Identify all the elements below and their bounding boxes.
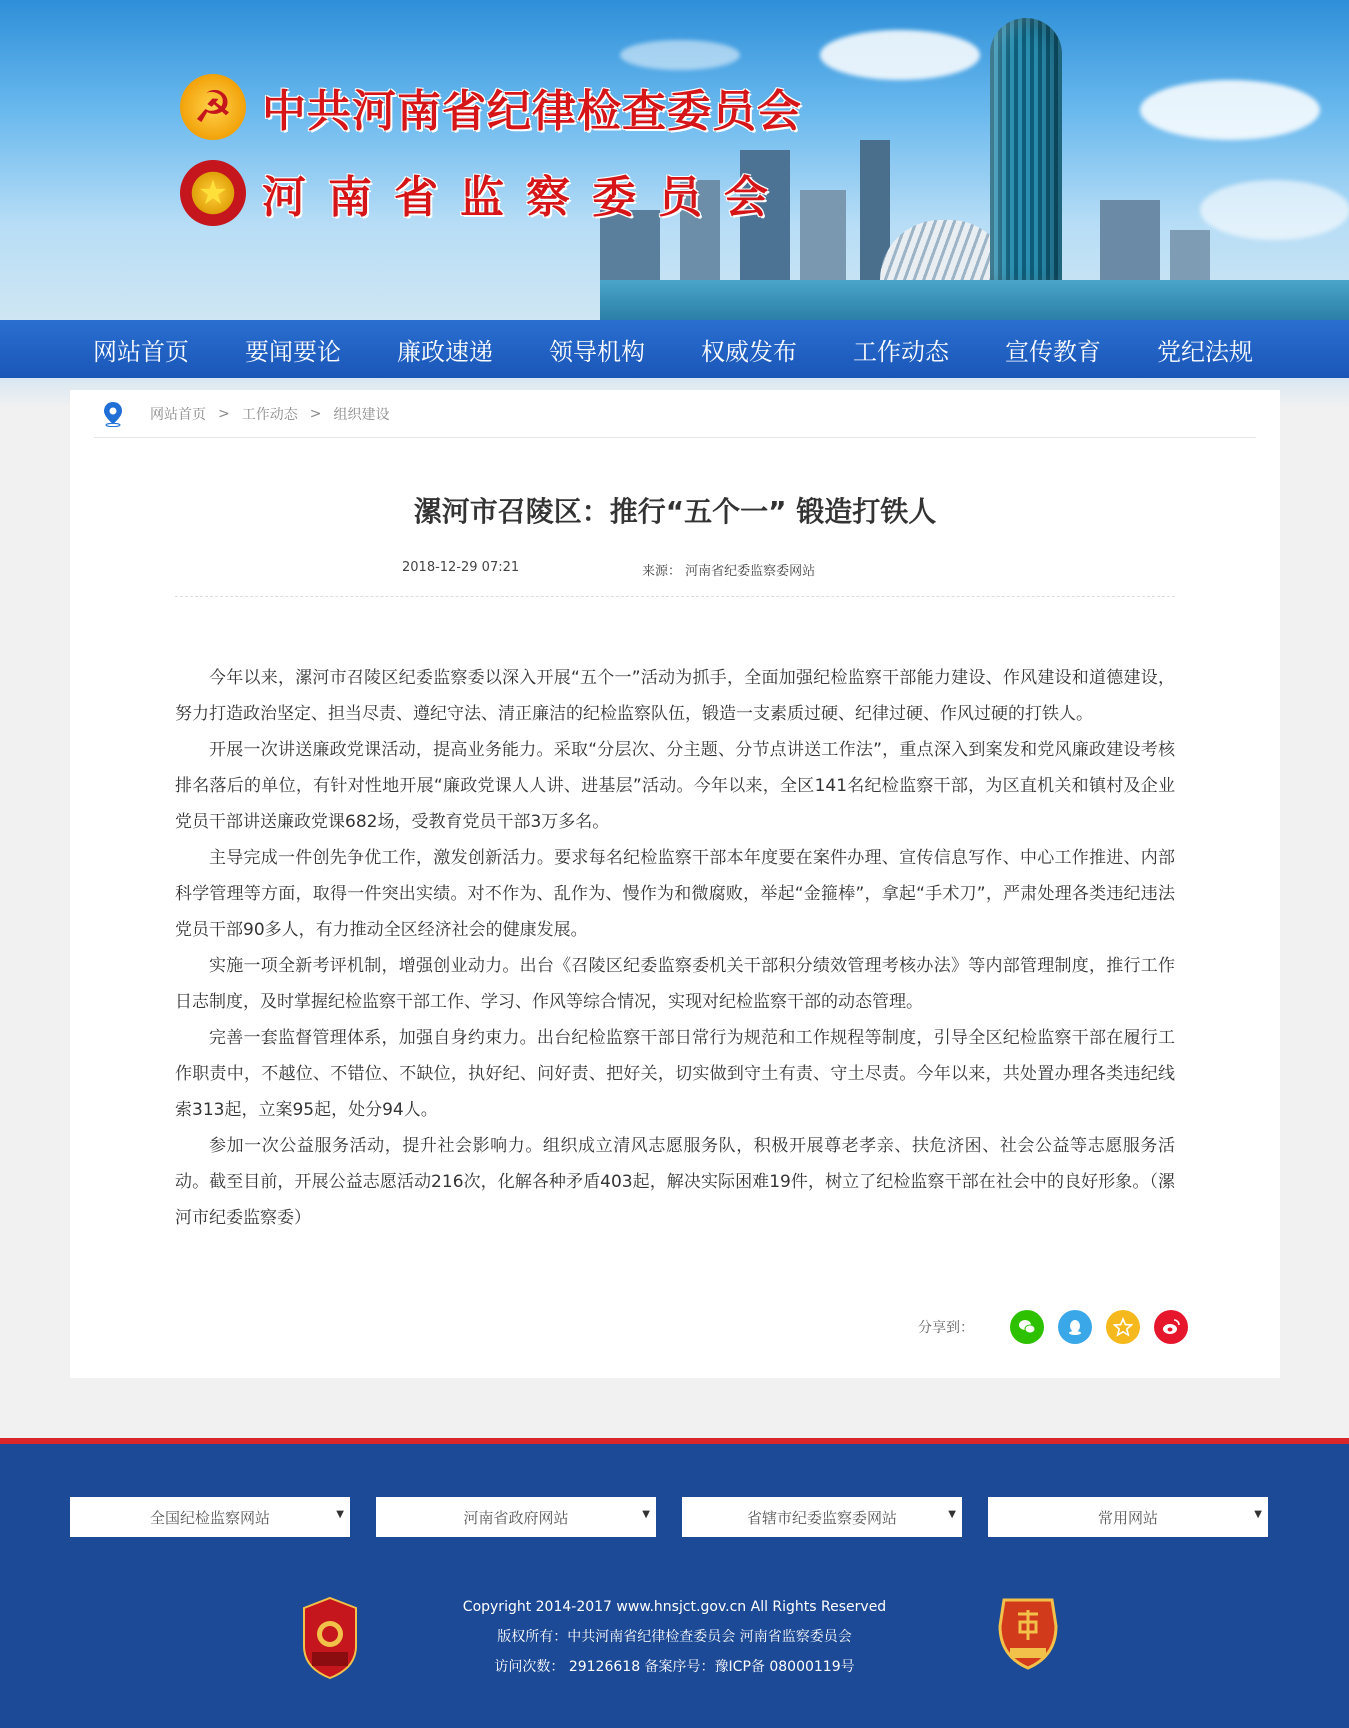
article-source: 来源： 河南省纪委监察委网站 — [642, 564, 816, 579]
site-title-line1: 中共河南省纪律检查委员会 — [262, 86, 802, 137]
dropdown-arrow-icon: ▼ — [642, 1509, 650, 1520]
share-bar — [918, 1310, 1188, 1344]
landmark-tower — [990, 18, 1062, 288]
article-body — [175, 660, 1175, 1236]
nav-education[interactable]: 宣传教育 — [1005, 337, 1101, 366]
title-row-supervision — [180, 160, 790, 226]
breadcrumb-organization[interactable]: 组织建设 — [333, 406, 390, 423]
nav-leadership[interactable]: 领导机构 — [549, 337, 645, 366]
nav-news[interactable]: 要闻要论 — [245, 337, 341, 366]
location-pin-icon — [102, 401, 124, 427]
article-paragraph: 完善一套监督管理体系，加强自身约束力。出台纪检监察干部日常行为规范和工作规程等制度，引导全区纪检监察干部在履行工作职责中，不越位、不错位、不缺位，执好纪、问好责、把好关，切实做到守土有责、守土尽责。今年以来，共处置办理各类违纪线索313起，立案95起，处分94人。 — [175, 1028, 1175, 1120]
breadcrumb — [94, 390, 1256, 438]
footer-link-selects — [70, 1497, 1294, 1537]
common-sites-select[interactable] — [988, 1497, 1268, 1537]
select-label: 全国纪检监察网站 — [149, 1508, 270, 1527]
dropdown-arrow-icon: ▼ — [336, 1509, 344, 1520]
share-label: 分享到： — [918, 1320, 974, 1336]
city-commission-select[interactable] — [682, 1497, 962, 1537]
title-divider — [175, 596, 1175, 597]
article-paragraph: 参加一次公益服务活动，提升社会影响力。组织成立清风志愿服务队，积极开展尊老孝亲、扶危济困、社会公益等志愿服务活动。截至目前，开展公益志愿活动216次，化解各种矛盾403起，解决实际困难19件，树立了纪检监察干部在社会中的良好形象。（漯河市纪委监察委） — [175, 1136, 1175, 1228]
article-paragraph: 主导完成一件创先争优工作，激发创新活力。要求每名纪检监察干部本年度要在案件办理、宣传信息写作、中心工作推进、内部科学管理等方面，取得一件突出实绩。对不作为、乱作为、慢作为和微腐败，举起“金箍棒”，拿起“手术刀”，严肃处理各类违纪违法党员干部90多人，有力推动全区经济社会的健康发展。 — [175, 848, 1175, 940]
nav-releases[interactable]: 权威发布 — [701, 337, 797, 366]
copyright-text: Copyright 2014-2017 www.hnsjct.gov.cn All Rights Reserved — [462, 1599, 887, 1615]
province-gov-select[interactable] — [376, 1497, 656, 1537]
cloud — [820, 30, 980, 80]
visit-count-text: 访问次数： 29126618 备案序号：豫ICP备 08000119号 — [494, 1659, 855, 1675]
weibo-icon[interactable] — [1154, 1310, 1188, 1344]
cloud — [1200, 180, 1349, 240]
article-paragraph: 实施一项全新考评机制，增强创业动力。出台《召陵区纪委监察委机关干部积分绩效管理考核办法》等内部管理制度，推行工作日志制度，及时掌握纪检监察干部工作、学习、作风等综合情况，实现对纪检监察干部的动态管理。 — [175, 956, 1175, 1012]
dropdown-arrow-icon: ▼ — [1254, 1509, 1262, 1520]
nav-home[interactable]: 网站首页 — [93, 337, 189, 366]
select-label: 常用网站 — [1097, 1508, 1158, 1527]
footer-copyright-block — [0, 1592, 1349, 1682]
header-banner — [0, 0, 1349, 320]
city-building — [800, 190, 846, 290]
article-paragraph: 今年以来，漯河市召陵区纪委监察委以深入开展“五个一”活动为抓手，全面加强纪检监察干部能力建设、作风建设和道德建设，努力打造政治坚定、担当尽责、遵纪守法、清正廉洁的纪检监察队伍，锻造一支素质过硬、纪律过硬、作风过硬的打铁人。 — [175, 668, 1175, 724]
city-building — [1100, 200, 1160, 290]
party-government-badge-icon[interactable] — [996, 1596, 1060, 1672]
cloud — [620, 40, 740, 70]
site-title-line2: 河南省监察委员会 — [262, 172, 790, 223]
breadcrumb-work-updates[interactable]: 工作动态 — [241, 406, 298, 423]
nav-integrity-express[interactable]: 廉政速递 — [397, 337, 493, 366]
select-label: 省辖市纪委监察委网站 — [746, 1508, 897, 1527]
article-paragraph: 开展一次讲送廉政党课活动，提高业务能力。采取“分层次、分主题、分节点讲送工作法”，重点深入到案发和党风廉政建设考核排名落后的单位，有针对性地开展“廉政党课人人讲、进基层”活动。今年以来，全区141名纪检监察干部，为区直机关和镇村及企业党员干部讲送廉政党课682场，受教育党员干部3万多名。 — [175, 740, 1175, 832]
owner-text: 版权所有：中共河南省纪律检查委员会 河南省监察委员会 — [497, 1629, 852, 1645]
select-label: 河南省政府网站 — [463, 1508, 569, 1527]
cloud — [1140, 80, 1320, 140]
qq-icon[interactable] — [1058, 1310, 1092, 1344]
article-panel — [70, 390, 1280, 1378]
main-nav — [0, 320, 1349, 378]
site-footer — [0, 1438, 1349, 1728]
lake — [600, 280, 1349, 320]
nav-regulations[interactable]: 党纪法规 — [1157, 337, 1253, 366]
wechat-icon[interactable] — [1010, 1310, 1044, 1344]
title-row-commission — [180, 74, 802, 140]
national-sites-select[interactable] — [70, 1497, 350, 1537]
article-date: 2018-12-29 07:21 — [402, 560, 520, 575]
party-emblem-icon: ☭ — [180, 74, 246, 140]
article-title: 漯河市召陵区：推行“五个一” 锻造打铁人 — [413, 495, 937, 528]
nav-work-updates[interactable]: 工作动态 — [853, 337, 949, 366]
breadcrumb-home[interactable]: 网站首页 — [150, 406, 206, 423]
breadcrumb-separator: > — [309, 405, 322, 422]
dropdown-arrow-icon: ▼ — [948, 1509, 956, 1520]
qzone-icon[interactable] — [1106, 1310, 1140, 1344]
breadcrumb-separator: > — [218, 405, 230, 422]
national-emblem-icon: ★ — [180, 160, 246, 226]
